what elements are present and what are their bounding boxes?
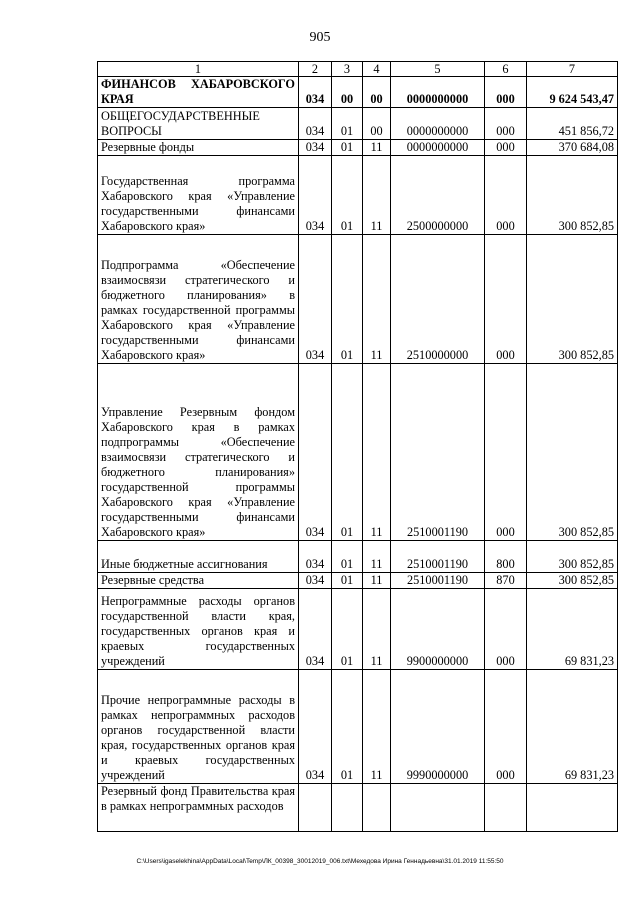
code-cell: 800 (485, 541, 527, 573)
code-cell: 2510001190 (391, 364, 485, 541)
code-cell (363, 784, 391, 832)
code-cell: 2510000000 (391, 235, 485, 364)
code-cell: 11 (363, 156, 391, 235)
code-cell: 0000000000 (391, 140, 485, 156)
code-cell: 01 (332, 140, 363, 156)
code-cell: 01 (332, 235, 363, 364)
code-cell: 034 (299, 573, 332, 589)
row-name-cell: Резервные фонды (98, 140, 299, 156)
amount-cell: 69 831,23 (527, 589, 618, 670)
row-name-cell: Государственная программа Хабаровского края «Управление государственными финансами Хабаровского края» (98, 156, 299, 235)
header-cell: 6 (485, 62, 527, 77)
code-cell: 000 (485, 108, 527, 140)
code-cell: 00 (363, 108, 391, 140)
code-cell: 000 (485, 140, 527, 156)
code-cell (391, 784, 485, 832)
code-cell: 2500000000 (391, 156, 485, 235)
header-cell: 4 (363, 62, 391, 77)
code-cell: 034 (299, 108, 332, 140)
code-cell: 11 (363, 541, 391, 573)
amount-cell: 300 852,85 (527, 573, 618, 589)
row-name-cell: Управление Резервным фондом Хабаровского края в рамках подпрограммы «Обеспечение взаимосвязи стратегического и бюджетного планирования» государственной программы Хабаровского края «Управление государственными финансами Хабаровского края» (98, 364, 299, 541)
code-cell: 01 (332, 541, 363, 573)
header-cell: 7 (527, 62, 618, 77)
budget-table (97, 61, 618, 832)
code-cell: 870 (485, 573, 527, 589)
code-cell: 00 (332, 77, 363, 108)
header-cell: 5 (391, 62, 485, 77)
code-cell: 01 (332, 156, 363, 235)
amount-cell: 370 684,08 (527, 140, 618, 156)
code-cell: 11 (363, 140, 391, 156)
amount-cell: 300 852,85 (527, 364, 618, 541)
table-row (98, 364, 618, 541)
code-cell: 01 (332, 670, 363, 784)
row-name-cell: Подпрограмма «Обеспечение взаимосвязи стратегического и бюджетного планирования» в рамках государственной программы Хабаровского края «Управление государственными финансами Хабаровского края» (98, 235, 299, 364)
code-cell: 2510001190 (391, 541, 485, 573)
table-row (98, 235, 618, 364)
row-name-cell: ОБЩЕГОСУДАРСТВЕННЫЕ ВОПРОСЫ (98, 108, 299, 140)
row-name-cell: Непрограммные расходы органов государственной власти края, государственных органов края и краевых государственных учреждений (98, 589, 299, 670)
code-cell (299, 784, 332, 832)
header-cell: 3 (332, 62, 363, 77)
amount-cell: 451 856,72 (527, 108, 618, 140)
code-cell: 034 (299, 541, 332, 573)
row-name-cell: Прочие непрограммные расходы в рамках непрограммных расходов органов государственной власти края, государственных органов края и краевых государственных учреждений (98, 670, 299, 784)
code-cell: 01 (332, 573, 363, 589)
code-cell (485, 784, 527, 832)
code-cell: 000 (485, 156, 527, 235)
code-cell (332, 784, 363, 832)
table-row (98, 541, 618, 573)
row-name-cell: Резервный фонд Правительства края в рамках непрограммных расходов (98, 784, 299, 832)
amount-cell: 300 852,85 (527, 541, 618, 573)
header-cell: 1 (98, 62, 299, 77)
amount-cell: 300 852,85 (527, 156, 618, 235)
header-cell: 2 (299, 62, 332, 77)
code-cell: 9900000000 (391, 589, 485, 670)
code-cell: 2510001190 (391, 573, 485, 589)
document-footer-path: C:\Users\igaselekhina\AppData\Local\Temp\ЛК_00398_30012019_006.txt\Мехедова Ирина Геннадьевна\31.01.2019 11:55:50 (136, 858, 504, 865)
code-cell: 034 (299, 235, 332, 364)
code-cell: 034 (299, 156, 332, 235)
code-cell: 0000000000 (391, 77, 485, 108)
code-cell: 034 (299, 589, 332, 670)
table-row (98, 784, 618, 832)
code-cell: 000 (485, 589, 527, 670)
code-cell: 00 (363, 77, 391, 108)
table-row (98, 156, 618, 235)
code-cell: 034 (299, 140, 332, 156)
code-cell: 01 (332, 364, 363, 541)
table-row (98, 108, 618, 140)
table-header-row (98, 62, 618, 77)
code-cell: 11 (363, 364, 391, 541)
row-name-cell: Иные бюджетные ассигнования (98, 541, 299, 573)
row-name-cell: ФИНАНСОВ ХАБАРОВСКОГО КРАЯ (98, 77, 299, 108)
code-cell: 11 (363, 235, 391, 364)
page-number: 905 (309, 30, 331, 45)
table-row (98, 77, 618, 108)
code-cell: 0000000000 (391, 108, 485, 140)
amount-cell: 300 852,85 (527, 235, 618, 364)
code-cell: 01 (332, 589, 363, 670)
code-cell: 000 (485, 235, 527, 364)
table-row (98, 670, 618, 784)
code-cell: 000 (485, 670, 527, 784)
code-cell: 034 (299, 364, 332, 541)
code-cell: 9990000000 (391, 670, 485, 784)
table-row (98, 140, 618, 156)
code-cell: 000 (485, 77, 527, 108)
code-cell: 034 (299, 77, 332, 108)
code-cell: 000 (485, 364, 527, 541)
code-cell: 11 (363, 670, 391, 784)
code-cell: 034 (299, 670, 332, 784)
row-name-cell: Резервные средства (98, 573, 299, 589)
code-cell: 01 (332, 108, 363, 140)
code-cell: 11 (363, 573, 391, 589)
amount-cell: 9 624 543,47 (527, 77, 618, 108)
amount-cell (527, 784, 618, 832)
amount-cell: 69 831,23 (527, 670, 618, 784)
table-row (98, 573, 618, 589)
table-row (98, 589, 618, 670)
code-cell: 11 (363, 589, 391, 670)
